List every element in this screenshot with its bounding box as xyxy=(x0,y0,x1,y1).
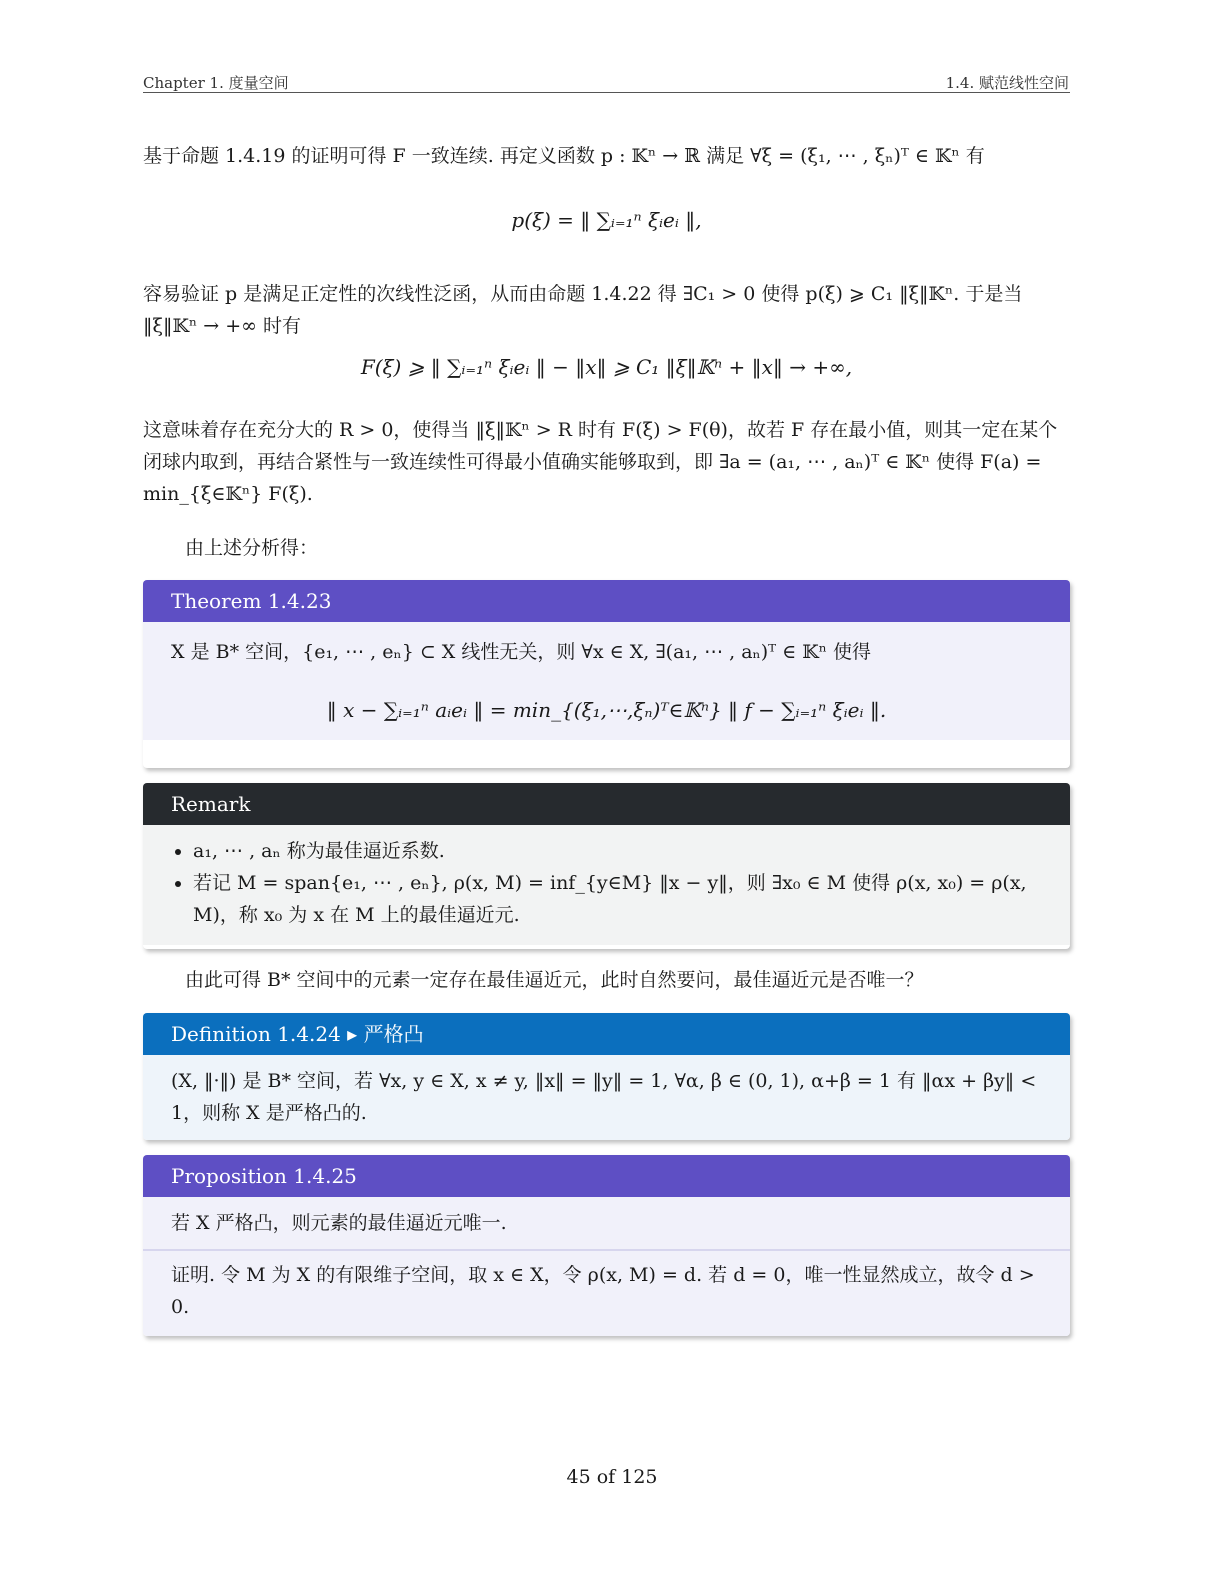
theorem-equation: ‖ x − ∑ᵢ₌₁ⁿ aᵢeᵢ ‖ = min_{(ξ₁,⋯,ξₙ)ᵀ∈𝕂ⁿ} ‖ f − ∑ᵢ₌₁ⁿ ξᵢeᵢ ‖. xyxy=(326,698,887,722)
proposition-title: Proposition 1.4.25 xyxy=(143,1155,1070,1197)
paragraph-4: 由上述分析得： xyxy=(185,537,319,559)
theorem-title: Theorem 1.4.23 xyxy=(143,580,1070,622)
definition-title: Definition 1.4.24 ▸ 严格凸 xyxy=(143,1013,1070,1055)
paragraph-5: 由此可得 B* 空间中的元素一定存在最佳逼近元，此时自然要问，最佳逼近元是否唯一？ xyxy=(185,969,924,991)
remark-title: Remark xyxy=(143,783,1070,825)
header-rule xyxy=(143,92,1070,93)
proposition-text: 若 X 严格凸，则元素的最佳逼近元唯一. xyxy=(143,1197,1070,1249)
paragraph-2: 容易验证 p 是满足正定性的次线性泛函，从而由命题 1.4.22 得 ∃C₁ > 0 使得 p(ξ) ⩾ C₁ ‖ξ‖𝕂ⁿ. 于是当 ‖ξ‖𝕂ⁿ → +∞ 时有 xyxy=(143,283,1023,337)
header-section: 1.4. 赋范线性空间 xyxy=(945,74,1069,92)
equation-1: p(ξ) = ‖ ∑ᵢ₌₁ⁿ ξᵢeᵢ ‖, xyxy=(511,208,702,232)
equation-2: F(ξ) ⩾ ‖ ∑ᵢ₌₁ⁿ ξᵢeᵢ ‖ − ‖x‖ ⩾ C₁ ‖ξ‖𝕂ⁿ + ‖x‖ → +∞, xyxy=(360,355,853,379)
remark-item-2: • 若记 M = span{e₁, ⋯ , eₙ}, ρ(x, M) = inf_{y∈M} ‖x − y‖，则 ∃x₀ ∈ M 使得 ρ(x, x₀) = ρ(x, M)，称 x₀ 为 x 在 M 上的最佳逼近元. xyxy=(193,867,1042,931)
header-chapter: Chapter 1. 度量空间 xyxy=(143,74,289,92)
definition-text: (X, ‖·‖) 是 B* 空间，若 ∀x, y ∈ X, x ≠ y, ‖x‖ = ‖y‖ = 1, ∀α, β ∈ (0, 1), α+β = 1 有 ‖αx + βy‖ < 1，则称 X 是严格凸的. xyxy=(143,1055,1070,1140)
theorem-box xyxy=(143,580,1070,768)
definition-box xyxy=(143,1013,1070,1140)
remark-item-1: • a₁, ⋯ , aₙ 称为最佳逼近系数. xyxy=(193,835,1042,867)
page-number: 45 of 125 xyxy=(566,1466,658,1488)
proposition-box xyxy=(143,1155,1070,1336)
paragraph-1: 基于命题 1.4.19 的证明可得 F 一致连续. 再定义函数 p : 𝕂ⁿ → ℝ 满足 ∀ξ = (ξ₁, ⋯ , ξₙ)ᵀ ∈ 𝕂ⁿ 有 xyxy=(143,145,985,167)
remark-box xyxy=(143,783,1070,949)
theorem-text: X 是 B* 空间，{e₁, ⋯ , eₙ} ⊂ X 线性无关，则 ∀x ∈ X, ∃(a₁, ⋯ , aₙ)ᵀ ∈ 𝕂ⁿ 使得 xyxy=(171,641,872,663)
remark-list xyxy=(171,835,1042,931)
proof-text: 证明. 令 M 为 X 的有限维子空间，取 x ∈ X，令 ρ(x, M) = d. 若 d = 0，唯一性显然成立，故令 d > 0. xyxy=(143,1249,1070,1336)
paragraph-3: 这意味着存在充分大的 R > 0，使得当 ‖ξ‖𝕂ⁿ > R 时有 F(ξ) > F(θ)，故若 F 存在最小值，则其一定在某个闭球内取到，再结合紧性与一致连续性可得最小值确实能够取到，即 ∃a = (a₁, ⋯ , aₙ)ᵀ ∈ 𝕂ⁿ 使得 F(a) = min_{ξ∈𝕂ⁿ} F(ξ). xyxy=(143,419,1058,505)
